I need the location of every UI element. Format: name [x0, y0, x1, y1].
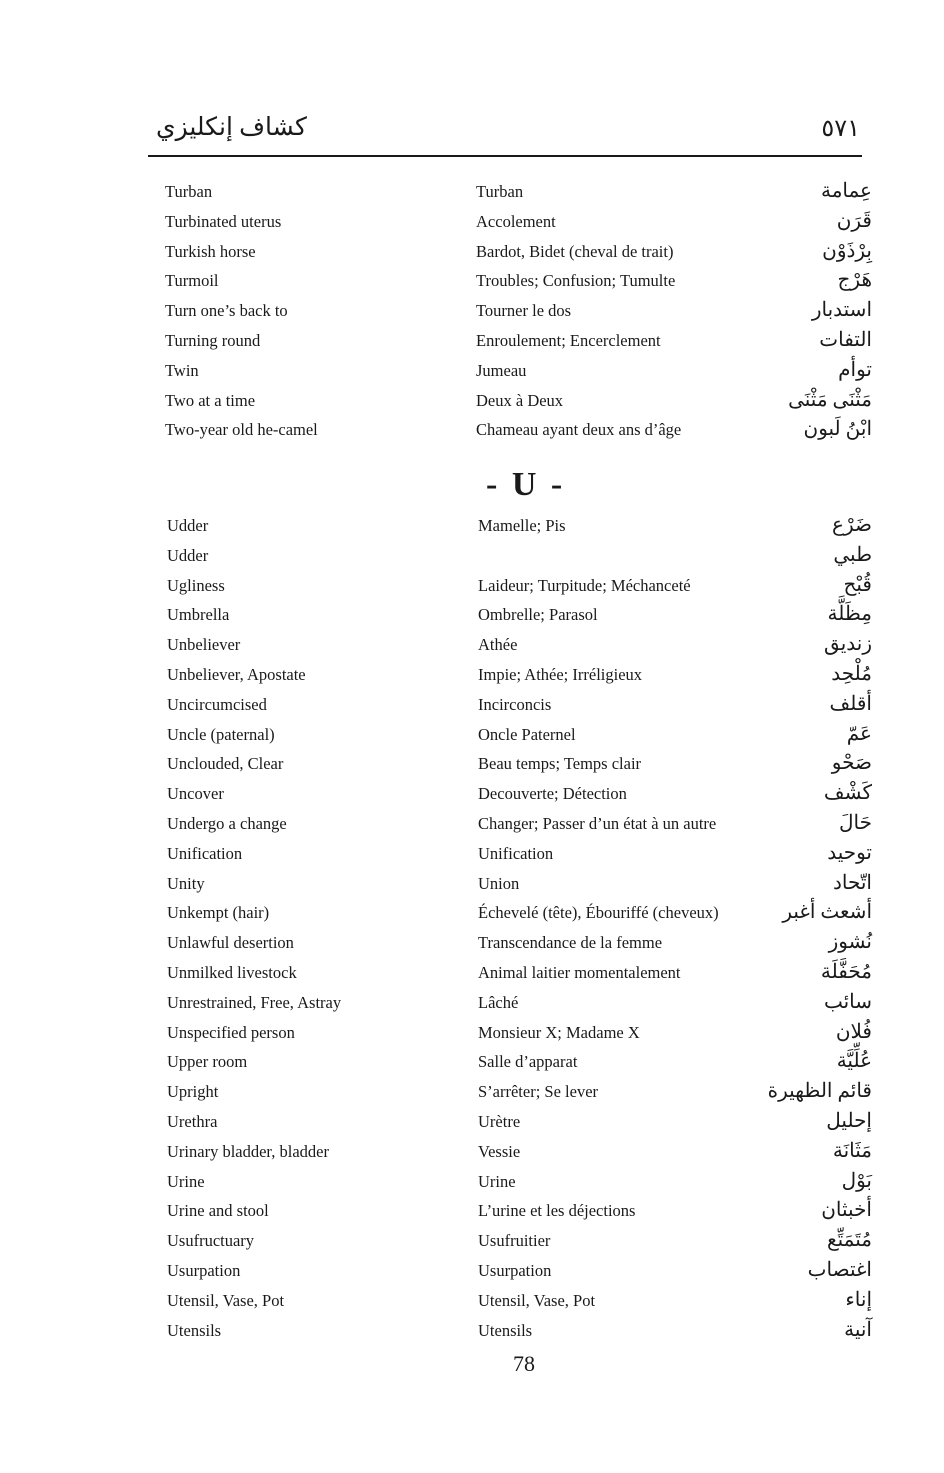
- french-term: Union: [478, 873, 520, 893]
- glossary-row: [0, 1318, 944, 1351]
- glossary-row: [0, 420, 944, 450]
- section-heading-u: - U -: [486, 466, 566, 503]
- english-term: Urine: [167, 1171, 205, 1191]
- glossary-row: [0, 662, 944, 695]
- header-rule: [148, 155, 862, 157]
- english-term: Turbinated uterus: [165, 211, 282, 231]
- french-term: Animal laitier momentalement: [478, 962, 681, 982]
- english-term: Utensils: [167, 1320, 222, 1340]
- french-term: Urine: [478, 1171, 516, 1191]
- french-term: L’urine et les déjections: [478, 1201, 636, 1221]
- french-term: Monsieur X; Madame X: [478, 1022, 640, 1042]
- french-term: Turban: [476, 182, 524, 201]
- glossary-row: [0, 239, 944, 272]
- french-term: Unification: [478, 843, 554, 863]
- glossary-row: [0, 1020, 944, 1053]
- arabic-term: عَمّ: [846, 722, 872, 745]
- english-term: Turning round: [165, 330, 261, 350]
- french-term: Mamelle; Pis: [478, 516, 566, 535]
- arabic-term: مُتَمَتِّع: [827, 1229, 872, 1252]
- french-term: Jumeau: [476, 360, 527, 380]
- glossary-row: [0, 543, 944, 576]
- english-term: Urethra: [167, 1111, 218, 1131]
- french-term: Enroulement; Encerclement: [476, 330, 661, 350]
- arabic-term: مَثْنَى مَثْنَى: [788, 388, 872, 411]
- french-term: Troubles; Confusion; Tumulte: [476, 271, 676, 291]
- english-term: Unspecified person: [167, 1022, 295, 1042]
- english-term: Unbeliever, Apostate: [167, 664, 306, 684]
- english-term: Twin: [165, 360, 199, 380]
- header-page-number: ٥٧١: [821, 116, 860, 142]
- arabic-term: هَرْج: [837, 269, 872, 292]
- arabic-term: فُلان: [835, 1020, 872, 1043]
- arabic-term: التفات: [819, 328, 872, 351]
- english-term: Upright: [167, 1082, 219, 1102]
- arabic-term: قائم الظهيرة: [767, 1080, 872, 1103]
- glossary-row: [0, 960, 944, 993]
- english-term: Udder: [167, 516, 209, 535]
- arabic-term: إحليل: [826, 1109, 872, 1132]
- glossary-row: [0, 1169, 944, 1202]
- glossary-row: [0, 841, 944, 874]
- english-term: Unlawful desertion: [167, 933, 294, 953]
- french-term: Vessie: [478, 1141, 521, 1161]
- english-term: Upper room: [167, 1052, 248, 1072]
- english-term: Unbeliever: [167, 635, 241, 655]
- french-term: Decouverte; Détection: [478, 784, 627, 804]
- french-term: Tourner le dos: [476, 301, 572, 321]
- french-term: Ombrelle; Parasol: [478, 605, 598, 625]
- english-term: Unclouded, Clear: [167, 754, 284, 774]
- french-term: Bardot, Bidet (cheval de trait): [476, 241, 674, 261]
- english-term: Urine and stool: [167, 1201, 269, 1221]
- french-term: Beau temps; Temps clair: [478, 754, 642, 774]
- french-term: Transcendance de la femme: [478, 933, 663, 953]
- glossary-row: [0, 516, 944, 546]
- arabic-term: نُشوز: [828, 931, 872, 954]
- english-term: Unification: [167, 843, 243, 863]
- english-term: Usufructuary: [167, 1231, 255, 1251]
- glossary-row: [0, 1109, 944, 1142]
- glossary-row: [0, 209, 944, 242]
- glossary-row: [0, 573, 944, 606]
- glossary-row: [0, 328, 944, 361]
- arabic-term: بِرْذَوْن: [822, 239, 872, 262]
- arabic-term: آنية: [844, 1318, 872, 1341]
- arabic-term: زنديق: [824, 633, 872, 656]
- glossary-row: [0, 182, 944, 212]
- french-term: S’arrêter; Se lever: [478, 1082, 599, 1102]
- arabic-term: سائب: [823, 990, 872, 1013]
- arabic-term: إناء: [845, 1288, 872, 1311]
- english-term: Unkempt (hair): [167, 903, 270, 923]
- arabic-term: عُلِّيَّة: [836, 1050, 872, 1073]
- arabic-term: اتّحاد: [832, 871, 872, 894]
- english-term: Urinary bladder, bladder: [167, 1141, 329, 1161]
- arabic-term: عِمامة: [820, 180, 872, 202]
- arabic-term: استدبار: [811, 299, 872, 322]
- glossary-row: [0, 784, 944, 814]
- glossary-row: [0, 754, 944, 784]
- french-term: Changer; Passer d’un état à un autre: [478, 813, 717, 833]
- glossary-row: [0, 605, 944, 635]
- french-term: Usurpation: [478, 1260, 552, 1280]
- arabic-term: اغتصاب: [807, 1258, 872, 1281]
- arabic-term: قُبْح: [843, 573, 872, 596]
- arabic-term: توأم: [838, 358, 872, 381]
- arabic-term: صَحْو: [831, 752, 872, 775]
- french-term: Deux à Deux: [476, 390, 564, 410]
- english-term: Turmoil: [165, 271, 219, 291]
- english-term: Usurpation: [167, 1260, 241, 1280]
- english-term: Udder: [167, 545, 209, 565]
- glossary-row: [0, 1082, 944, 1112]
- english-term: Unity: [167, 873, 205, 893]
- section-t-list: [0, 182, 944, 450]
- glossary-row: [0, 635, 944, 665]
- arabic-term: توحيد: [827, 841, 872, 864]
- glossary-row: [0, 1258, 944, 1291]
- arabic-term: قَرَن: [836, 209, 872, 232]
- french-term: Utensils: [478, 1320, 533, 1340]
- arabic-term: أشعث أغبر: [782, 901, 872, 924]
- french-term: Utensil, Vase, Pot: [478, 1290, 596, 1310]
- arabic-term: ابْنُ لَبون: [803, 418, 872, 441]
- footer-page-number: 78: [513, 1351, 535, 1376]
- english-term: Turban: [165, 182, 213, 201]
- french-term: Usufruitier: [478, 1231, 551, 1251]
- glossary-row: [0, 271, 944, 301]
- header-title: كشاف إنكليزي: [156, 114, 307, 141]
- english-term: Utensil, Vase, Pot: [167, 1290, 285, 1310]
- glossary-row: [0, 301, 944, 331]
- glossary-row: [0, 811, 944, 844]
- arabic-term: مُحَفَّلَة: [820, 960, 872, 983]
- french-term: Chameau ayant deux ans d’âge: [476, 420, 682, 440]
- english-term: Unrestrained, Free, Astray: [167, 992, 342, 1012]
- glossary-row: [0, 990, 944, 1023]
- french-term: Impie; Athée; Irréligieux: [478, 664, 643, 684]
- french-term: Salle d’apparat: [478, 1052, 578, 1072]
- arabic-term: حَالَ: [839, 811, 872, 834]
- arabic-term: مِظَلَّة: [827, 603, 872, 626]
- french-term: Urètre: [478, 1111, 521, 1131]
- glossary-row: [0, 692, 944, 725]
- glossary-row: [0, 722, 944, 755]
- english-term: Uncover: [167, 784, 224, 804]
- arabic-term: مَثَانَة: [832, 1139, 872, 1162]
- glossary-row: [0, 903, 944, 933]
- arabic-term: كَشْف: [823, 782, 872, 805]
- english-term: Umbrella: [167, 605, 230, 625]
- french-term: Échevelé (tête), Ébouriffé (cheveux): [478, 903, 719, 923]
- english-term: Unmilked livestock: [167, 962, 297, 982]
- arabic-term: مُلْحِد: [831, 662, 872, 685]
- french-term: Incirconcis: [478, 694, 552, 714]
- arabic-term: ضَرْع: [832, 514, 872, 536]
- glossary-row: [0, 1139, 944, 1172]
- french-term: Laideur; Turpitude; Méchanceté: [478, 575, 691, 595]
- glossary-row: [0, 388, 944, 421]
- english-term: Turn one’s back to: [165, 301, 288, 321]
- english-term: Uncircumcised: [167, 694, 267, 714]
- arabic-term: طبي: [833, 543, 872, 566]
- english-term: Two-year old he-camel: [165, 420, 318, 440]
- glossary-row: [0, 1201, 944, 1231]
- arabic-term: أقلف: [829, 692, 872, 715]
- english-term: Turkish horse: [165, 241, 256, 261]
- arabic-term: بَوْل: [841, 1169, 872, 1192]
- english-term: Two at a time: [165, 390, 256, 410]
- glossary-row: [0, 1231, 944, 1261]
- section-u-list: [0, 516, 944, 1350]
- page-header: [150, 108, 862, 156]
- french-term: Athée: [478, 635, 518, 655]
- arabic-term: أخبثان: [821, 1199, 872, 1222]
- glossary-row: [0, 1288, 944, 1321]
- glossary-row: [0, 933, 944, 963]
- french-term: Oncle Paternel: [478, 724, 576, 744]
- english-term: Uncle (paternal): [167, 724, 275, 744]
- french-term: Lâché: [478, 992, 519, 1012]
- english-term: Ugliness: [167, 575, 225, 595]
- english-term: Undergo a change: [167, 813, 287, 833]
- french-term: Accolement: [476, 211, 556, 231]
